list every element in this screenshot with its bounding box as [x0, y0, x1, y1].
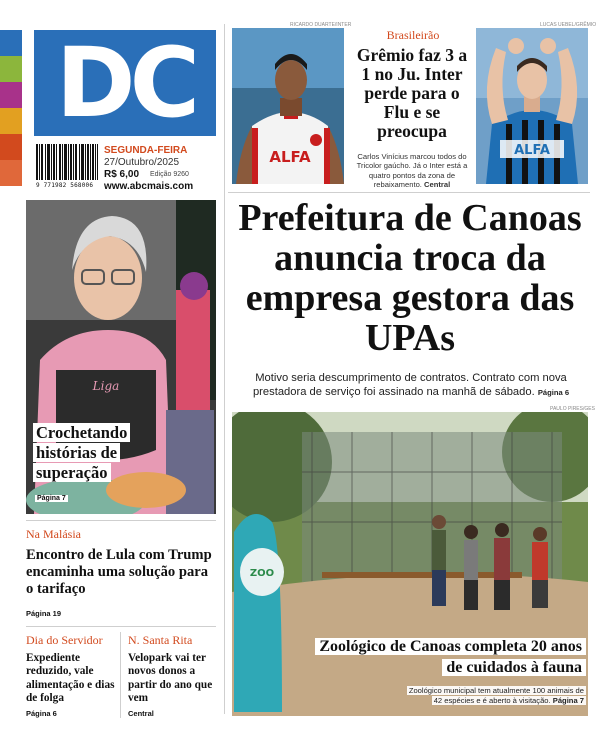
zoo-caption	[400, 686, 586, 706]
malasia-page-ref[interactable]: Página 19	[26, 609, 62, 618]
barcode-number: 9 771982 568006	[36, 182, 94, 189]
section-tag-brasileirao[interactable]: Brasileirão	[386, 28, 440, 42]
barcode-icon	[36, 144, 98, 180]
jersey-sponsor: ALFA	[269, 148, 311, 166]
price: R$ 6,00	[104, 169, 140, 180]
inter-player-photo[interactable]	[232, 28, 344, 184]
malasia-headline[interactable]: Encontro de Lula com Trump encaminha uma solução para o tarifaço	[26, 547, 212, 597]
color-strip-red	[0, 134, 22, 160]
zoo-headline[interactable]	[314, 636, 586, 678]
row-divider	[26, 626, 216, 627]
column-divider	[120, 632, 121, 718]
edition-number: Edição 9260	[150, 171, 189, 178]
apron-text: Liga	[92, 379, 120, 393]
photo-credit: RICARDO DUARTE/INTER	[290, 22, 352, 28]
sports-summary	[352, 152, 472, 190]
section-tag-malasia[interactable]: Na Malásia	[26, 527, 81, 541]
sports-body: Carlos Vinícius marcou todos do Tricolor gaúcho. Já o Inter está a quatro pontos da zona de rebaixamento.	[356, 152, 468, 190]
sports-section-ref[interactable]: Central	[424, 180, 451, 190]
gremio-player-photo[interactable]	[476, 28, 588, 184]
date-weekday: SEGUNDA-FEIRA	[104, 145, 188, 156]
main-summary	[236, 372, 586, 399]
column-divider	[224, 24, 225, 714]
zoo-sign-text: ZOO	[249, 568, 275, 579]
color-strip-purple	[0, 82, 22, 108]
main-headline[interactable]: Prefeitura de Canoas anuncia troca da empresa gestora das UPAs	[238, 197, 582, 359]
section-tag-servidor[interactable]: Dia do Servidor	[26, 633, 103, 647]
row-divider	[228, 192, 590, 193]
zoo-caption-text	[407, 686, 586, 705]
photo-credit: LUCAS UEBEL/GRÊMIO	[540, 22, 597, 28]
row-divider	[26, 520, 216, 521]
jersey-sponsor: ALFA	[514, 143, 550, 158]
main-deck: Motivo seria descumprimento de contratos. Contrato com nova prestadora de serviço foi assinado na manhã de sábado.	[252, 372, 567, 398]
crochet-title: Crochetando histórias de superação	[33, 423, 130, 482]
color-strip-yellow	[0, 108, 22, 134]
crochet-page-ref[interactable]: Página 7	[37, 495, 66, 502]
zoo-title: Zoológico de Canoas completa 20 anos de cuidados à fauna	[315, 638, 586, 676]
section-tag-santa-rita[interactable]: N. Santa Rita	[128, 633, 193, 647]
main-page-ref[interactable]: Página 6	[537, 387, 570, 397]
newspaper-logo[interactable]	[34, 27, 216, 139]
logo-text: DC	[55, 27, 195, 139]
zoo-page-ref[interactable]: Página 7	[552, 696, 584, 705]
crochet-headline[interactable]	[33, 423, 173, 483]
date-full: 27/Outubro/2025	[104, 157, 180, 168]
servidor-page-ref[interactable]: Página 6	[26, 709, 57, 718]
servidor-headline[interactable]: Expediente reduzido, vale alimentação e dias de folga	[26, 652, 115, 705]
color-strip-green	[0, 56, 22, 82]
website-link[interactable]: www.abcmais.com	[104, 181, 194, 192]
sports-headline[interactable]: Grêmio faz 3 a 1 no Ju. Inter perde para o Flu e se preocupa	[356, 45, 468, 141]
santarita-page-ref[interactable]: Central	[128, 709, 154, 718]
photo-credit: PAULO PIRES/GES	[550, 406, 595, 412]
color-strip-orange	[0, 160, 22, 186]
santarita-headline[interactable]: Velopark vai ter novos donos a partir do ano que vem	[128, 652, 213, 705]
zoo-caption-body: Zoológico municipal tem atualmente 100 animais de 42 espécies e é aberto à visitação.	[408, 686, 584, 705]
color-strip-blue	[0, 30, 22, 56]
